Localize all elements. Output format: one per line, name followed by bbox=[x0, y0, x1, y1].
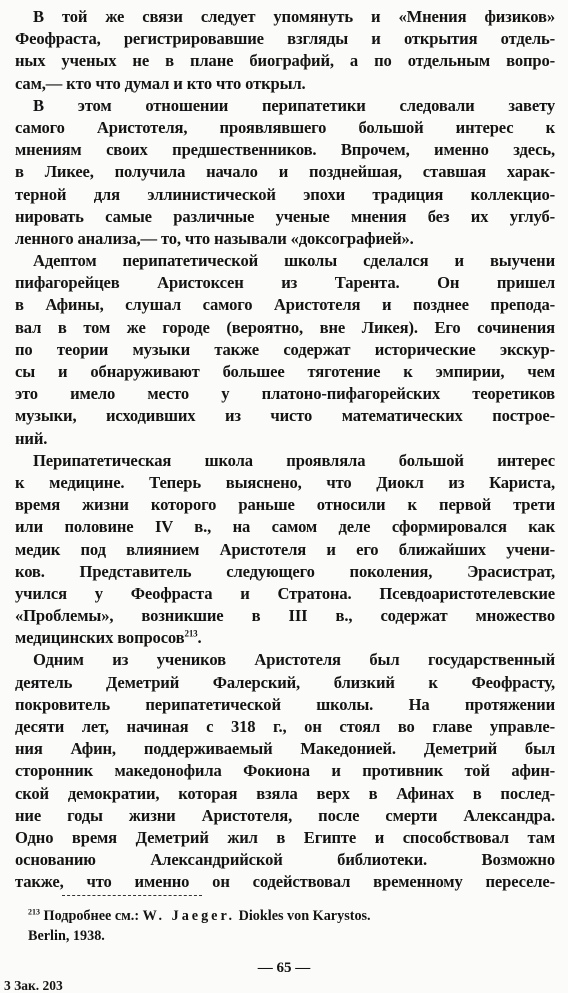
footnote-number: 213 bbox=[28, 907, 40, 917]
footnote-ref: 213 bbox=[184, 628, 198, 639]
footnote bbox=[28, 906, 558, 946]
text-line: к медицине. Теперь выяснено, что Диокл из Кариста, bbox=[15, 472, 555, 492]
text-line: учился у Феофраста и Стратона. Псевдоаристотелевские bbox=[15, 583, 555, 603]
text-fragment: медицинских вопросов bbox=[15, 628, 185, 648]
text-line: Одним из учеников Аристотеля был государственный bbox=[33, 650, 555, 670]
text-line: нировать самые различные ученые мнения без их углуб- bbox=[15, 206, 555, 226]
text-line: медик под влиянием Аристотеля и его ближайших учени- bbox=[15, 539, 555, 559]
text-line: ний. bbox=[15, 428, 48, 448]
footnote-title: Diokles von Karystos. bbox=[238, 908, 371, 924]
text-line: Перипатетическая школа проявляла большой интерес bbox=[33, 450, 555, 470]
text-line: ской демократии, которая взяла верх в Афинах в послед- bbox=[15, 783, 555, 803]
text-line: вал в том же городе (вероятно, вне Ликея). Его сочинения bbox=[15, 317, 555, 337]
text-line: десяти лет, начиная с 318 г., он стоял во главе управле- bbox=[15, 717, 555, 736]
text-line: Одно время Деметрий жил в Египте и способствовал там bbox=[15, 827, 555, 847]
text-line: деятель Деметрий Фалерский, близкий к Феофрасту, bbox=[15, 672, 555, 692]
text-line: В этом отношении перипатетики следовали завету bbox=[33, 95, 555, 115]
footnote-line bbox=[28, 906, 558, 926]
text-line: в Ликее, получила начало и позднейшая, ставшая харак- bbox=[15, 162, 555, 182]
text-line: по теории музыки также содержат исторические экскур- bbox=[15, 339, 555, 359]
text-line: ков. Представитель следующего поколения, Эрасистрат, bbox=[15, 561, 555, 581]
text-line: или половине IV в., на самом деле сформировался как bbox=[15, 517, 555, 537]
text-line: покровитель перипатетической школы. На протяжении bbox=[15, 694, 555, 714]
text-line: «Проблемы», возникшие в III в., содержат множество bbox=[15, 606, 555, 626]
page-number: — 65 — bbox=[257, 960, 311, 976]
text-line: музыки, исходивших из чисто математических построе- bbox=[15, 406, 555, 426]
text-line: сы и обнаруживают большее тяготение к эмпирии, чем bbox=[15, 362, 555, 381]
text-line: ных ученых не в плане биографий, а по отдельным вопро- bbox=[15, 51, 555, 71]
text-line: ние годы жизни Аристотеля, после смерти Александра. bbox=[15, 805, 555, 825]
footnote-prefix: Подробнее см.: bbox=[43, 908, 140, 924]
text-line: сам,— кто что думал и кто что открыл. bbox=[15, 73, 306, 93]
text-line: сторонник македонофила Фокиона и противник той афин- bbox=[15, 761, 555, 781]
text-line: основанию Александрийской библиотеки. Возможно bbox=[15, 850, 555, 870]
text-line: Адептом перипатетической школы сделался и выучени bbox=[33, 251, 555, 271]
text-line: В той же связи следует упомянуть и «Мнения физиков» bbox=[33, 7, 555, 26]
footnote-line: Berlin, 1938. bbox=[28, 928, 105, 944]
text-line: терной для эллинистической эпохи традиция коллекцио- bbox=[15, 184, 555, 204]
text-line-with-footnote-ref: медицинских вопросов$^{213}$. bbox=[15, 628, 202, 648]
text-line: время жизни которого раньше относили к первой трети bbox=[15, 495, 555, 515]
text-line: Феофраста, регистрировавшие взгляды и открытия отдель- bbox=[15, 29, 555, 49]
text-line: это имело место у платоно-пифагорейских теоретиков bbox=[15, 384, 555, 404]
text-line: в Афины, слушал самого Аристотеля и позднее препода- bbox=[15, 295, 555, 315]
text-line: ния Афин, поддерживаемый Македонией. Деметрий был bbox=[15, 739, 555, 759]
text-line: также, что именно он содействовал временному переселе- bbox=[15, 872, 555, 892]
main-text bbox=[15, 6, 555, 894]
footnote-divider bbox=[62, 895, 202, 896]
text-line: самого Аристотеля, проявлявшего большой интерес к bbox=[15, 117, 555, 137]
text-line: пифагорейцев Аристоксен из Тарента. Он пришел bbox=[15, 273, 555, 293]
text-line: ленного анализа,— то, что называли «доксографией». bbox=[15, 228, 414, 248]
footnote-author: W. Jaeger. bbox=[142, 908, 236, 924]
text-line: мнениям своих предшественников. Впрочем, именно здесь, bbox=[15, 140, 555, 160]
printer-signature: 3 Зак. 203 bbox=[4, 978, 63, 993]
